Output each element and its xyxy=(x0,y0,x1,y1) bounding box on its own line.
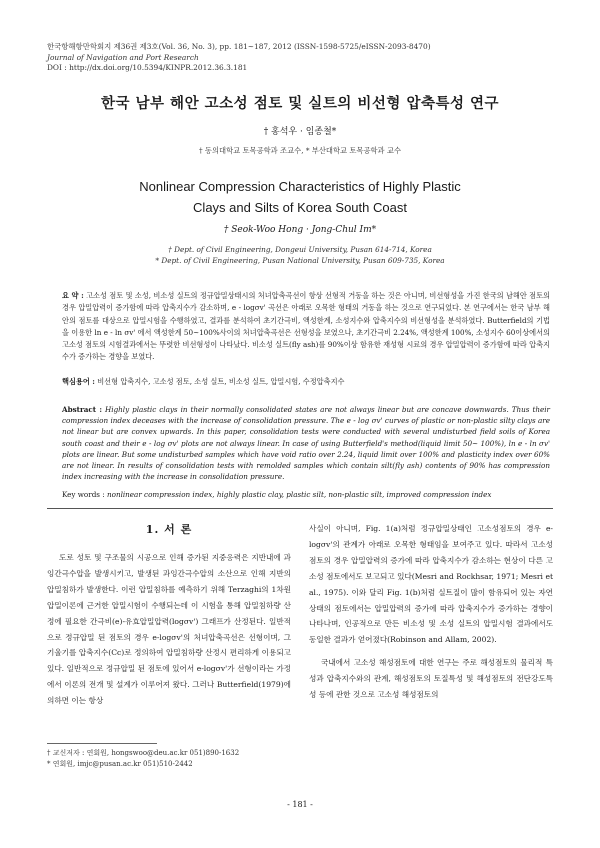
footnote-corresponding-author: † 교신저자 : 연회원, hongswoo@deu.ac.kr 051)890-1632 xyxy=(47,749,240,757)
body-paragraph: 국내에서 고소성 해성점토에 대한 연구는 주로 해성점토의 물리적 특성과 압축지수와의 관계, 해성점토의 토질특성 및 해성점토의 전단강도특성 등에 관한 것으로 고소성 해성점토의 xyxy=(309,658,553,700)
keywords-korean xyxy=(62,377,550,387)
abstract-korean-label: 요 약 : xyxy=(62,291,84,300)
doi-link[interactable]: DOI : http://dx.doi.org/10.5394/KINPR.2012.36.3.181 xyxy=(47,63,248,72)
footnote-coauthor: * 연회원, imjc@pusan.ac.kr 051)510-2442 xyxy=(47,760,193,768)
authors-korean: † 홍석우 · 임종철* xyxy=(263,127,337,137)
journal-header xyxy=(47,42,431,74)
page-number: - 181 - xyxy=(287,800,313,809)
abstract-english-text: Highly plastic clays in their normally consolidated states are not always linear but are concave downwards. Thus their compression index deceases with the increase of consolidation pressure. The e - log σv' curves of plastic or non-plastic silty clays are not linear but are convex upwards. In this paper, consolidation tests were conducted with several undisturbed field soils of Korea south coast and their e - log σv' plots are not always linear. In case of using Butterfield's method(liquid limit 50~ 100%), ln e - ln σv' plots are linear. But some undisturbed samples which have void ratio over 2.24, liquid limit over 100% and plasticity index over 60% are not linear. In results of consolidation tests with remolded samples which contain silt(fly ash) contents of 90% has compression index increasing with the increase in consolidation pressure. xyxy=(62,405,550,482)
body-paragraph: 도로 성토 및 구조물의 시공으로 인해 증가된 지중응력은 지반내에 과잉간극수압을 발생시키고, 발생된 과잉간극수압의 소산으로 인해 지반의 압밀침하가 발생한다. 이런 압밀침하를 예측하기 위해 Terzaghi의 1차원 압밀이론에 근거한 압밀시험이 수행되는데 이 시험을 통해 압밀침하량 산정에 필요한 간극비(e)-유효압밀압력(logσv') 그래프가 산정된다. 일반적으로 정규압밀 된 점토의 경우 e-logσv'의 처녀압축곡선은 선형이며, 그 기울기를 압축지수(Cc)로 정의하여 압밀침하량 산정시 편리하게 이용되고 있다. 일반적으로 정규압밀 된 점토에 있어서 e-logσv'가 선형이라는 가정에서 이론의 전개 및 설계가 이루어져 왔다. 그러나 Butterfield(1979)에 의하면 이는 항상 xyxy=(47,553,291,706)
affiliations-korean: † 동의대학교 토목공학과 조교수, * 부산대학교 토목공학과 교수 xyxy=(198,146,402,155)
keywords-english-label: Key words : xyxy=(62,490,105,499)
title-korean: 한국 남부 해안 고소성 점토 및 실트의 비선형 압축특성 연구 xyxy=(100,95,500,112)
keywords-korean-text: 비선형 압축지수, 고소성 점토, 소성 실트, 비소성 실트, 압밀시험, 수정압축지수 xyxy=(97,377,345,386)
body-column-left xyxy=(47,550,291,709)
keywords-english xyxy=(62,490,550,499)
keywords-english-text: nonlinear compression index, highly plastic clay, plastic silt, non-plastic silt, improved compression index xyxy=(106,490,492,499)
footnotes xyxy=(47,748,239,770)
abstract-korean-text: 고소성 점토 및 소성, 비소성 실트의 정규압밀상태시의 처녀압축곡선이 항상 선형적 거동을 하는 것은 아니며, 비선형성을 가진 한국의 남해안 점토의 경우 압밀압력이 증가함에 따라 압축지수가 감소하며, e - logσv' 곡선은 아래로 오목한 형태의 거동을 하는 것으로 연구되었다. 본 연구에서는 한국 남부 해안의 점토를 대상으로 압밀시험을 수행하였고, 결과를 분석하여 초기간극비, 액성한계, 소성지수와 압축지수의 비선형성을 분석하였다. Butterfield의 기법을 이용한 ln e - ln σv' 에서 액성한계 50~100%사이의 처녀압축곡선은 선형성을 보였으나, 초기간극비 2.24%, 액성한계 100%, 소성지수 60이상에서의 고소성 점토의 시험결과에서는 뚜렷한 비선형성이 나타났다. 비소성 실트(fly ash)를 90%이상 함유한 재성형 시료의 경우 압밀압력이 증가함에 따라 압축지수가 증가하는 경향을 보였다. xyxy=(62,291,550,362)
affiliations-english xyxy=(0,244,600,266)
body-paragraph: 사실이 아니며, Fig. 1(a)처럼 정규압밀상태인 고소성점토의 경우 e-logσv'의 관계가 아래로 오목한 형태임을 보여주고 있다. 따라서 고소성 점토의 경우 압밀압력의 증가에 따라 압축지수가 감소하는 현상이 다른 고소성 점토에서도 보고되고 있다(Mesri and Rockhsar, 1971; Mesri et al., 1975). 이와 달리 Fig. 1(b)처럼 실트질이 많이 함유되어 있는 자연상태의 점토에서는 압밀압력의 증가에 따라 압축지수가 증가하는 경향이 나타나며, 인공적으로 만든 비소성 및 소성 실트의 압밀시험 결과에서도 동일한 결과가 얻어졌다(Robinson and Allam, 2002). xyxy=(309,524,553,645)
abstract-korean xyxy=(62,290,550,364)
affiliation-english-1: † Dept. of Civil Engineering, Dongeui University, Pusan 614-714, Korea xyxy=(168,245,432,254)
journal-citation: 한국항해항만학회지 제36권 제3호(Vol. 36, No. 3), pp. 181~187, 2012 (ISSN-1598-5725/eISSN-2093-8470) xyxy=(47,42,431,51)
footnote-divider xyxy=(47,743,157,744)
section-divider xyxy=(47,508,553,509)
affiliation-english-2: * Dept. of Civil Engineering, Pusan National University, Pusan 609-735, Korea xyxy=(155,256,445,265)
authors-english: † Seok-Woo Hong · Jong-Chul Im* xyxy=(223,225,377,235)
keywords-korean-label: 핵심용어 : xyxy=(62,377,95,386)
abstract-english xyxy=(62,404,550,482)
title-english-line-2: Clays and Silts of Korea South Coast xyxy=(193,200,407,215)
title-english-line-1: Nonlinear Compression Characteristics of Highly Plastic xyxy=(139,179,461,194)
abstract-english-label: Abstract : xyxy=(62,405,102,414)
body-column-right xyxy=(309,521,553,703)
title-english xyxy=(0,176,600,218)
section-heading-introduction: 1. 서 론 xyxy=(145,523,193,536)
journal-name-en: Journal of Navigation and Port Research xyxy=(47,52,199,62)
